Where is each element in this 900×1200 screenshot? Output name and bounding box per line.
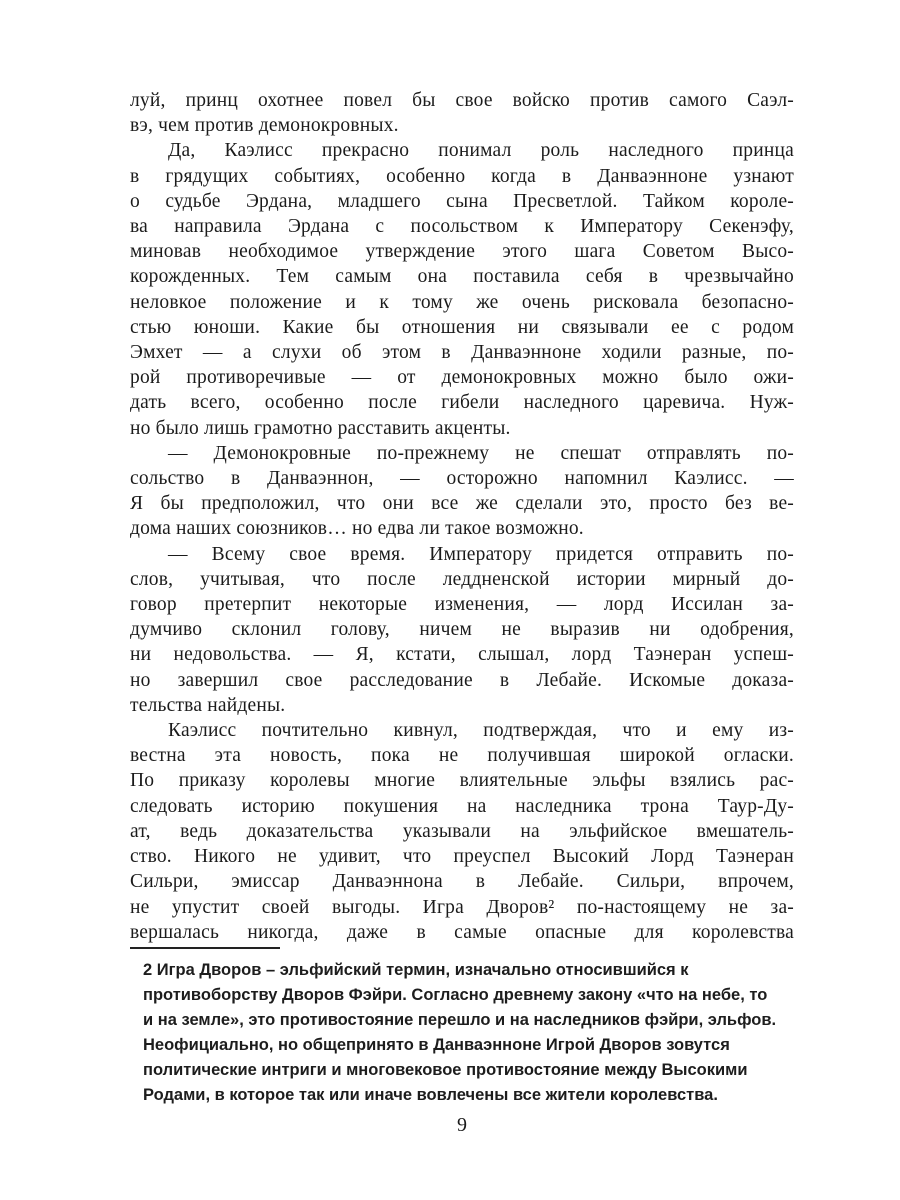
text-line: По приказу королевы многие влиятельные эльфы взялись рас- xyxy=(130,770,794,792)
text-line: Сильри, эмиссар Данваэннона в Лебайе. Сильри, впрочем, xyxy=(130,871,794,893)
footnote xyxy=(143,958,823,1108)
footnote-line: Родами, в которое так или иначе вовлечены все жители королевства. xyxy=(143,1086,718,1104)
text-line: следовать историю покушения на наследника трона Таур-Ду- xyxy=(130,795,794,817)
text-line: луй, принц охотнее повел бы свое войско против самого Саэл- xyxy=(130,90,794,111)
text-line: тельства найдены. xyxy=(130,694,286,716)
footnote-line: Неофициально, но общепринято в Данваэнноне Игрой Дворов зовутся xyxy=(143,1036,730,1054)
body-text xyxy=(130,88,794,945)
text-line: дать всего, особенно после гибели наследного царевича. Нуж- xyxy=(130,392,794,414)
footnote-line: противоборству Дворов Фэйри. Согласно древнему закону «что на небе, то xyxy=(143,986,768,1004)
text-line: думчиво склонил голову, ничем не выразив ни одобрения, xyxy=(130,619,794,641)
text-line: в грядущих событиях, особенно когда в Данваэнноне узнают xyxy=(130,165,794,187)
text-line: но было лишь грамотно расставить акценты. xyxy=(130,417,511,439)
text-line: Эмхет — а слухи об этом в Данваэнноне ходили разные, по- xyxy=(130,342,794,364)
text-line: не упустит своей выгоды. Игра Дворов² по-настоящему не за- xyxy=(130,896,794,918)
text-line: ат, ведь доказательства указывали на эльфийское вмешатель- xyxy=(130,820,794,842)
text-line: говор претерпит некоторые изменения, — лорд Иссилан за- xyxy=(130,594,794,616)
text-line: Да, Каэлисс прекрасно понимал роль наследного принца xyxy=(168,140,794,162)
text-line: — Всему свое время. Императору придется отправить по- xyxy=(168,543,794,565)
page-number: 9 xyxy=(457,1114,467,1136)
text-line: неловкое положение и к тому же очень рисковала безопасно- xyxy=(130,291,794,313)
text-line: дома наших союзников… но едва ли такое возможно. xyxy=(130,518,584,540)
text-line: о судьбе Эрдана, младшего сына Пресветлой. Тайком короле- xyxy=(130,190,794,212)
text-line: рой противоречивые — от демонокровных можно было ожи- xyxy=(130,367,794,389)
text-line: вестна эта новость, пока не получившая широкой огласки. xyxy=(130,745,794,767)
text-line: стью юноши. Какие бы отношения ни связывали ее с родом xyxy=(130,316,794,338)
text-line: корожденных. Тем самым она поставила себя в чрезвычайно xyxy=(130,266,794,288)
text-line: но завершил свое расследование в Лебайе. Искомые доказа- xyxy=(130,669,794,691)
text-line: ва направила Эрдана с посольством к Императору Секенэфу, xyxy=(130,216,794,238)
text-line: сольство в Данваэннон, — осторожно напомнил Каэлисс. — xyxy=(130,468,794,490)
footnote-line: 2 Игра Дворов – эльфийский термин, изначально относившийся к xyxy=(143,961,689,979)
text-line: слов, учитывая, что после леддненской истории мирный до- xyxy=(130,568,794,590)
text-line: Каэлисс почтительно кивнул, подтверждая, что и ему из- xyxy=(168,720,794,742)
footnote-line: политические интриги и многовековое противостояние между Высокими xyxy=(143,1061,748,1079)
text-line: миновав необходимое утверждение этого шага Советом Высо- xyxy=(130,241,794,263)
text-line: — Демонокровные по-прежнему не спешат отправлять по- xyxy=(168,442,794,464)
text-line: ство. Никого не удивит, что преуспел Высокий Лорд Таэнеран xyxy=(130,846,794,868)
text-line: ни недовольства. — Я, кстати, слышал, лорд Таэнеран успеш- xyxy=(130,644,794,666)
text-line: Я бы предположил, что они все же сделали это, просто без ве- xyxy=(130,493,794,515)
text-line: вершалась никогда, даже в самые опасные для королевства xyxy=(130,921,794,943)
footnote-line: и на земле», это противостояние перешло и на наследников фэйри, эльфов. xyxy=(143,1011,777,1029)
text-line: вэ, чем против демонокровных. xyxy=(130,115,399,137)
footnote-separator-rule xyxy=(130,947,280,949)
